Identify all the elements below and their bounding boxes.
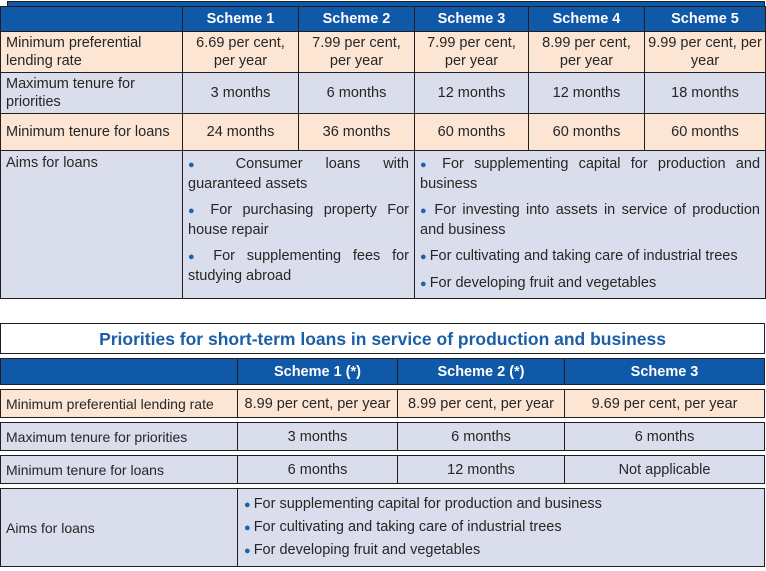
aims-bullet: ● For supplementing capital for production and business [244, 493, 758, 516]
value-cell: 6 months [398, 422, 565, 451]
table-row [0, 389, 765, 418]
table1-header-scheme1: Scheme 1 [183, 7, 299, 32]
table-row-aims [0, 488, 765, 567]
aims-bullet: ● For developing fruit and vegetables [420, 274, 760, 294]
aims-bullet: ● For cultivating and taking care of industrial trees [244, 516, 758, 539]
short-term-priorities-table [0, 319, 765, 571]
value-cell: 60 months [529, 114, 645, 151]
value-cell: 36 months [299, 114, 415, 151]
value-cell: 60 months [645, 114, 766, 151]
table1-header-row [1, 7, 766, 32]
value-cell: 18 months [645, 73, 766, 114]
table2-title-row [0, 323, 765, 354]
value-cell: 6 months [565, 422, 765, 451]
value-cell: 7.99 per cent, per year [415, 32, 529, 73]
row-label-max-tenure: Maximum tenure for priorities [0, 422, 238, 451]
table2-header-scheme3: Scheme 3 [565, 358, 765, 385]
value-cell: 9.69 per cent, per year [565, 389, 765, 418]
row-label-aims: Aims for loans [1, 151, 183, 299]
table-row [1, 73, 766, 114]
row-label-min-tenure: Minimum tenure for loans [1, 114, 183, 151]
value-cell: 12 months [398, 455, 565, 484]
loan-schemes-table [0, 6, 766, 299]
value-cell: 3 months [238, 422, 398, 451]
value-cell: Not applicable [565, 455, 765, 484]
table1-corner-cell [1, 7, 183, 32]
aims-bullet: ● For purchasing property For house repair [188, 201, 409, 240]
table-row [0, 455, 765, 484]
aims-bullet: ● For developing fruit and vegetables [244, 539, 758, 562]
row-label-max-tenure: Maximum tenure for priorities [1, 73, 183, 114]
value-cell: 7.99 per cent, per year [299, 32, 415, 73]
value-cell: 24 months [183, 114, 299, 151]
row-label-aims: Aims for loans [0, 488, 238, 567]
value-cell: 3 months [183, 73, 299, 114]
aims-bullet: ● For supplementing capital for production and business [420, 155, 760, 194]
table2-header-scheme1: Scheme 1 (*) [238, 358, 398, 385]
table-row [0, 422, 765, 451]
table-row [1, 114, 766, 151]
value-cell: 6.69 per cent, per year [183, 32, 299, 73]
table1-header-scheme5: Scheme 5 [645, 7, 766, 32]
value-cell: 12 months [529, 73, 645, 114]
table1-header-scheme2: Scheme 2 [299, 7, 415, 32]
row-label-min-rate: Minimum preferential lending rate [0, 389, 238, 418]
row-label-min-tenure: Minimum tenure for loans [0, 455, 238, 484]
value-cell: 8.99 per cent, per year [529, 32, 645, 73]
value-cell: 6 months [238, 455, 398, 484]
aims-bullet: ● Consumer loans with guaranteed assets [188, 155, 409, 194]
row-label-min-rate: Minimum preferential lending rate [1, 32, 183, 73]
aims-bullet: ● For cultivating and taking care of industrial trees [420, 247, 760, 267]
value-cell: 12 months [415, 73, 529, 114]
table1-header-scheme4: Scheme 4 [529, 7, 645, 32]
aims-cell-schemes-3-5 [415, 151, 766, 299]
table2-header-scheme2: Scheme 2 (*) [398, 358, 565, 385]
table2-corner-cell [0, 358, 238, 385]
table2-title: Priorities for short-term loans in service of production and business [0, 323, 765, 354]
table1-header-scheme3: Scheme 3 [415, 7, 529, 32]
aims-bullet: ● For investing into assets in service of production and business [420, 201, 760, 240]
table-row [1, 32, 766, 73]
aims-bullet: ● For supplementing fees for studying abroad [188, 247, 409, 286]
value-cell: 8.99 per cent, per year [398, 389, 565, 418]
value-cell: 9.99 per cent, per year [645, 32, 766, 73]
table-row-aims [1, 151, 766, 299]
table2-header-row [0, 358, 765, 385]
value-cell: 8.99 per cent, per year [238, 389, 398, 418]
aims-cell-schemes-1-2 [183, 151, 415, 299]
aims-cell [238, 488, 765, 567]
value-cell: 60 months [415, 114, 529, 151]
value-cell: 6 months [299, 73, 415, 114]
loan-schemes-page [0, 1, 765, 558]
